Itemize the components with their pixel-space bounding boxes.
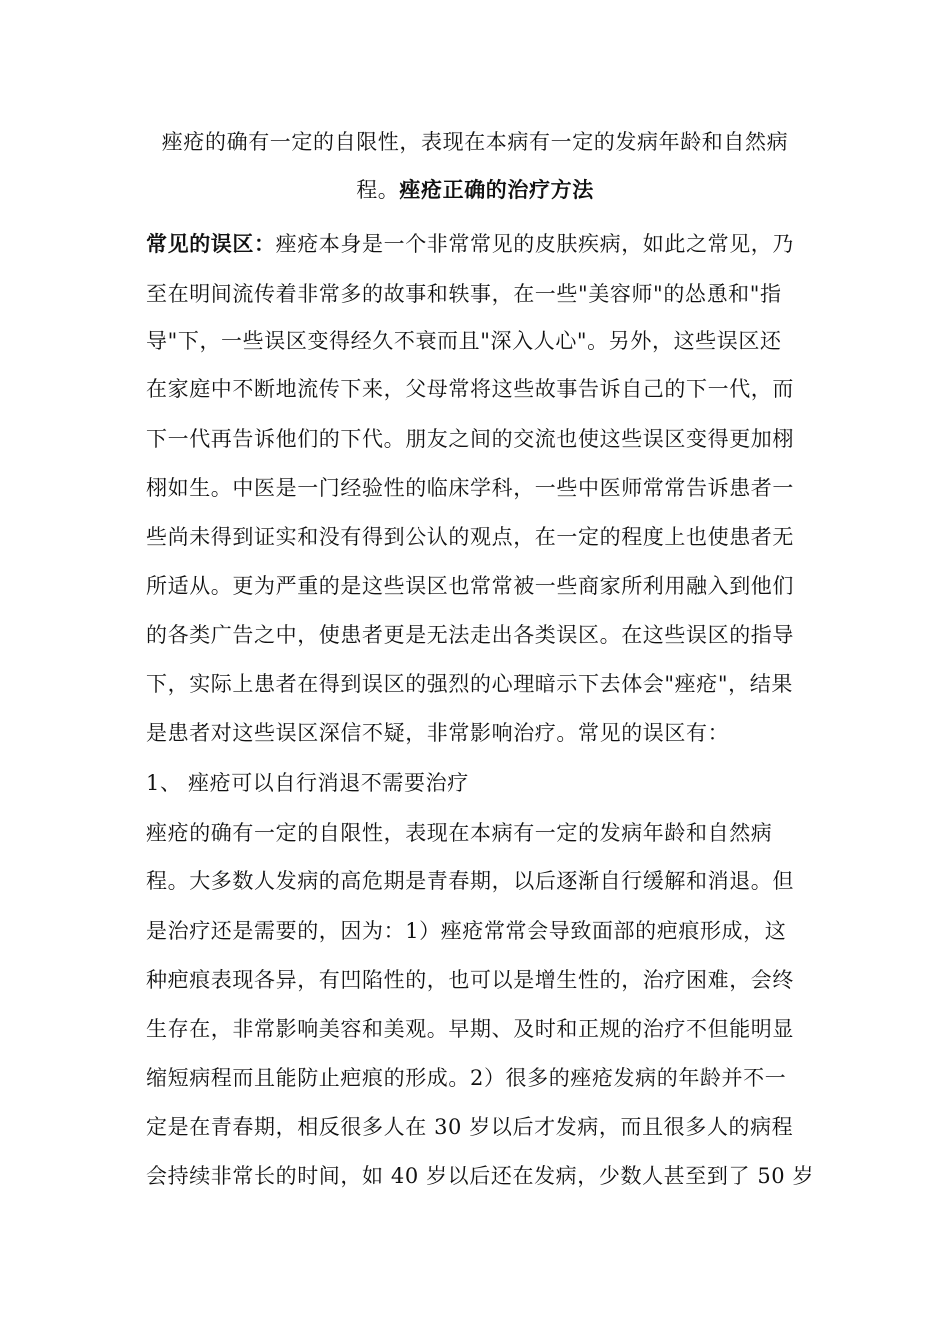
paragraph-line: 是患者对这些误区深信不疑，非常影响治疗。常见的误区有： — [146, 721, 730, 745]
paragraph-line: 至在明间流传着非常多的故事和轶事，在一些"美容师"的怂恿和"指 — [146, 282, 782, 306]
section-heading: 痤疮正确的治疗方法 — [399, 177, 594, 202]
body-line: 程。大多数人发病的高危期是青春期，以后逐渐自行缓解和消退。但 — [146, 869, 794, 893]
paragraph-line: 所适从。更为严重的是这些误区也常常被一些商家所利用融入到他们 — [146, 574, 794, 598]
paragraph-line: 下，实际上患者在得到误区的强烈的心理暗示下去体会"痤疮"，结果 — [146, 672, 793, 696]
list-item-title: 痤疮可以自行消退不需要治疗 — [188, 771, 469, 795]
body-line: 定是在青春期，相反很多人在 30 岁以后才发病，而且很多人的病程 — [146, 1115, 794, 1139]
body-line: 是治疗还是需要的，因为：1）痤疮常常会导致面部的疤痕形成，这 — [146, 919, 787, 943]
list-item-number: 1、 — [146, 771, 182, 795]
paragraph-line — [146, 229, 794, 259]
paragraph-line: 在家庭中不断地流传下来，父母常将这些故事告诉自己的下一代，而 — [146, 377, 794, 401]
intro-line-1: 痤疮的确有一定的自限性，表现在本病有一定的发病年龄和自然病 — [161, 130, 789, 154]
paragraph-line: 导"下，一些误区变得经久不衰而且"深入人心"。另外，这些误区还 — [146, 329, 782, 353]
paragraph-line: 栩如生。中医是一门经验性的临床学科，一些中医师常常告诉患者一 — [146, 476, 794, 500]
paragraph-line: 下一代再告诉他们的下代。朋友之间的交流也使这些误区变得更加栩 — [146, 427, 794, 451]
section-label: 常见的误区： — [146, 231, 276, 256]
body-line: 种疤痕表现各异，有凹陷性的，也可以是增生性的，治疗困难，会终 — [146, 968, 794, 992]
body-line: 缩短病程而且能防止疤痕的形成。2）很多的痤疮发病的年龄并不一 — [146, 1066, 787, 1090]
body-line: 生存在，非常影响美容和美观。早期、及时和正规的治疗不但能明显 — [146, 1017, 794, 1041]
body-line: 痤疮的确有一定的自限性，表现在本病有一定的发病年龄和自然病 — [146, 821, 773, 845]
intro-line-2-prefix: 程。 — [356, 178, 400, 202]
paragraph-line: 的各类广告之中，使患者更是无法走出各类误区。在这些误区的指导 — [146, 623, 794, 647]
body-line: 会持续非常长的时间，如 40 岁以后还在发病，少数人甚至到了 50 岁 — [146, 1164, 815, 1188]
paragraph-line-text: 痤疮本身是一个非常常见的皮肤疾病，如此之常见，乃 — [275, 232, 795, 256]
paragraph-line: 些尚未得到证实和没有得到公认的观点，在一定的程度上也使患者无 — [146, 525, 794, 549]
intro-line-2 — [0, 175, 950, 205]
